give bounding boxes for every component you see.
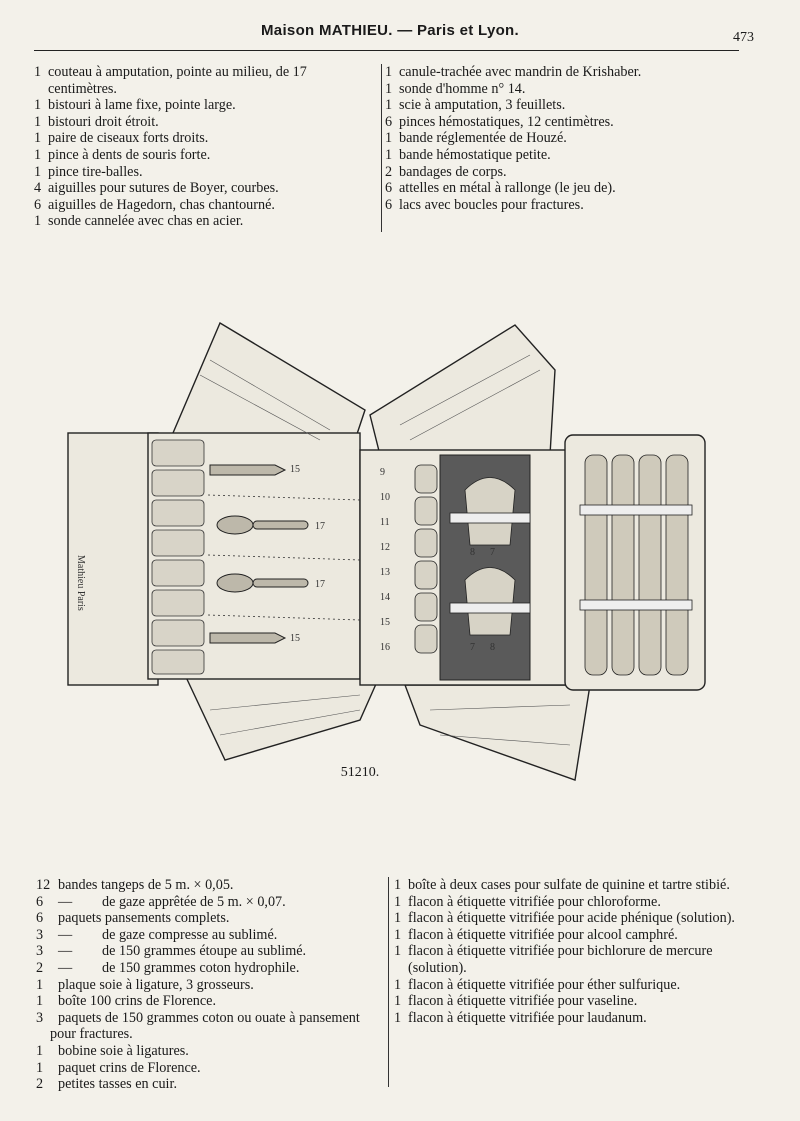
- list-item: 3 paquets de 150 grammes coton ou ouate à pansement pour fractures.: [36, 1009, 360, 1043]
- list-item: 1 pince tire-balles.: [34, 163, 143, 180]
- top-left-item-list: [34, 64, 379, 230]
- header-title: Maison MATHIEU. — Paris et Lyon.: [261, 22, 519, 39]
- list-item: 1 canule-trachée avec mandrin de Krishaber.: [385, 64, 642, 80]
- list-item: 6 paquets pansements complets.: [36, 910, 230, 927]
- list-item: 1 flacon à étiquette vitrifiée pour bichlorure de mercure (solution).: [394, 943, 713, 976]
- top-right-item-list: [385, 64, 735, 213]
- list-item: 2 petites tasses en cuir.: [36, 1076, 177, 1093]
- slot-number: 7: [470, 642, 475, 653]
- list-item: 1 paquet crins de Florence.: [36, 1059, 201, 1076]
- bottom-right-item-list: [394, 877, 739, 1026]
- list-item: 6 — de gaze apprêtée de 5 m. × 0,07.: [36, 893, 286, 910]
- list-item: 1 flacon à étiquette vitrifiée pour alcool camphré.: [394, 926, 678, 943]
- slot-number: 11: [380, 517, 390, 528]
- slot-number: 14: [380, 592, 390, 603]
- list-item: 3 — de 150 grammes étoupe au sublimé.: [36, 943, 307, 960]
- slot-number: 16: [380, 642, 390, 653]
- engraver-signature: Mathieu Paris: [75, 555, 86, 611]
- slot-number: 8: [470, 547, 475, 558]
- list-item: 3 — de gaze compresse au sublimé.: [36, 926, 278, 943]
- page-number: 473: [733, 30, 754, 45]
- list-item: 1 pince à dents de souris forte.: [34, 146, 211, 163]
- list-item: 1 bobine soie à ligatures.: [36, 1042, 189, 1059]
- list-item: 1 paire de ciseaux forts droits.: [34, 130, 209, 147]
- list-item: 6 attelles en métal à rallonge (le jeu de).: [385, 180, 616, 197]
- list-item: 1 bande réglementée de Houzé.: [385, 130, 567, 147]
- slot-number: 15: [380, 617, 390, 628]
- surgical-kit-illustration: [60, 315, 720, 790]
- slot-number: 8: [490, 642, 495, 653]
- list-item: 6 aiguilles de Hagedorn, chas chantourné.: [34, 196, 275, 213]
- column-divider: [388, 877, 389, 1087]
- slot-number: 17: [315, 579, 325, 590]
- list-item: 1 bande hémostatique petite.: [385, 146, 551, 163]
- list-item: 1 couteau à amputation, pointe au milieu, de 17 centimètres.: [34, 64, 307, 97]
- list-item: 6 pinces hémostatiques, 12 centimètres.: [385, 113, 614, 130]
- list-item: 1 sonde d'homme n° 14.: [385, 80, 526, 97]
- list-item: 1 plaque soie à ligature, 3 grosseurs.: [36, 976, 254, 993]
- list-item: 1 flacon à étiquette vitrifiée pour laudanum.: [394, 1009, 647, 1026]
- top-right-flap: [370, 325, 555, 455]
- list-item: 1 bistouri droit étroit.: [34, 113, 159, 130]
- instrument-knife: [210, 465, 285, 475]
- figure-caption: 51210.: [340, 765, 380, 780]
- list-item: 12 bandes tangeps de 5 m. × 0,05.: [36, 877, 234, 893]
- column-divider: [381, 64, 382, 232]
- list-item: 4 aiguilles pour sutures de Boyer, courbes.: [34, 180, 279, 197]
- list-item: 1 boîte à deux cases pour sulfate de quinine et tartre stibié.: [394, 877, 730, 893]
- list-item: 1 flacon à étiquette vitrifiée pour chloroforme.: [394, 893, 661, 910]
- list-item: 2 bandages de corps.: [385, 163, 507, 180]
- list-item: 1 flacon à étiquette vitrifiée pour acide phénique (solution).: [394, 910, 735, 927]
- bottom-left-item-list: [36, 877, 386, 1093]
- page-header: [40, 18, 754, 50]
- list-item: 1 flacon à étiquette vitrifiée pour vaseline.: [394, 993, 638, 1010]
- bottom-left-flap: [185, 675, 380, 760]
- slot-number: 7: [490, 547, 495, 558]
- list-item: 1 boîte 100 crins de Florence.: [36, 993, 216, 1010]
- list-item: 1 scie à amputation, 3 feuillets.: [385, 97, 566, 114]
- list-item: 2 — de 150 grammes coton hydrophile.: [36, 959, 300, 976]
- list-item: 1 bistouri à lame fixe, pointe large.: [34, 97, 236, 114]
- slot-number: 17: [315, 521, 325, 532]
- slot-number: 15: [290, 464, 300, 475]
- slot-number: 9: [380, 467, 385, 478]
- list-item: 1 flacon à étiquette vitrifiée pour éther sulfurique.: [394, 976, 681, 993]
- slot-number: 13: [380, 567, 390, 578]
- bottom-right-flap: [405, 685, 590, 780]
- slot-number: 15: [290, 633, 300, 644]
- list-item: 1 sonde cannelée avec chas en acier.: [34, 213, 244, 230]
- slot-number: 12: [380, 542, 390, 553]
- header-rule: [34, 50, 739, 51]
- list-item: 6 lacs avec boucles pour fractures.: [385, 196, 584, 213]
- slot-number: 10: [380, 492, 390, 503]
